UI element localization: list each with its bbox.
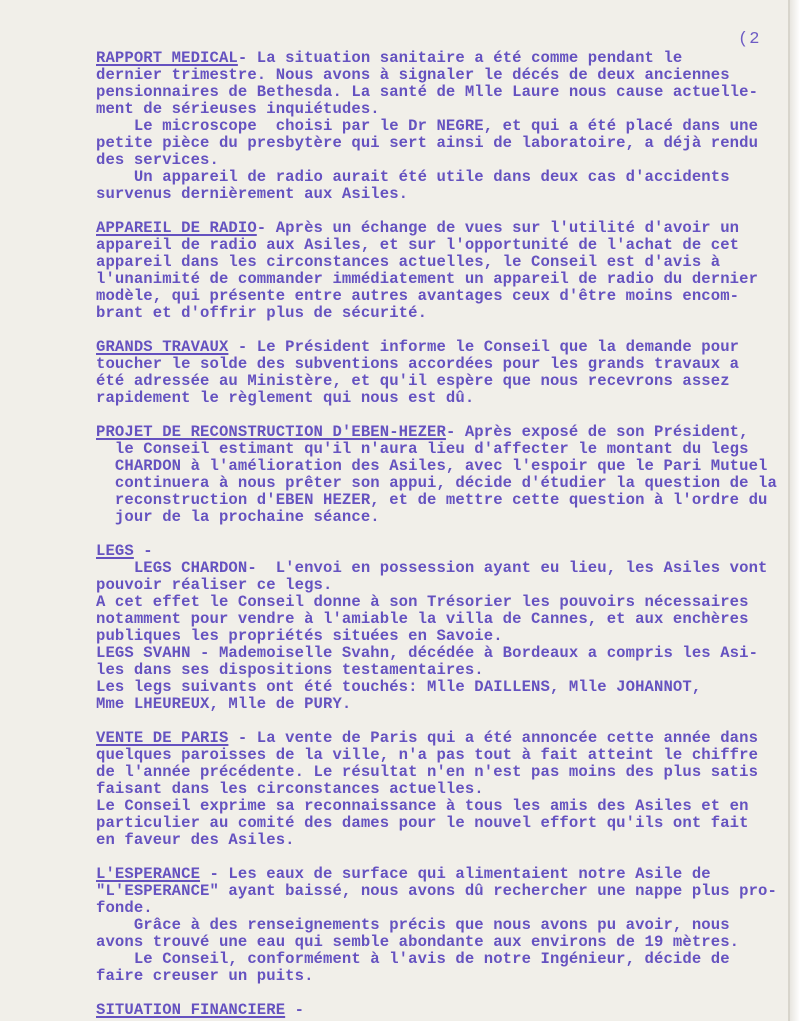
text-line: LEGS CHARDON- L'envoi en possession ayant eu lieu, les Asiles vont — [96, 559, 768, 577]
text-line: toucher le solde des subventions accordées pour les grands travaux a — [96, 355, 740, 373]
text-line: Les legs suivants ont été touchés: Mlle DAILLENS, Mlle JOHANNOT, — [96, 678, 702, 696]
text-line: LEGS SVAHN - Mademoiselle Svahn, décédée à Bordeaux a compris les Asi- — [96, 644, 759, 662]
section-heading: GRANDS TRAVAUX — [96, 338, 229, 356]
text-line: A cet effet le Conseil donne à son Trésorier les pouvoirs nécessaires — [96, 593, 749, 611]
text-line-rest: - Après exposé de son Président, — [445, 423, 749, 441]
paper-edge — [790, 0, 800, 1021]
section — [96, 339, 786, 407]
section — [96, 220, 786, 322]
section-gap — [96, 985, 786, 1002]
text-line — [96, 1002, 786, 1019]
text-line: le Conseil estimant qu'il n'aura lieu d'affecter le montant du legs — [96, 440, 749, 458]
text-line: modèle, qui présente entre autres avantages ceux d'être moins encom- — [96, 287, 740, 305]
text-line: faisant dans les circonstances actuelles. — [96, 780, 484, 798]
section-gap — [96, 203, 786, 220]
text-line: pensionnaires de Bethesda. La santé de Mlle Laure nous cause actuelle- — [96, 83, 759, 101]
text-line: été adressée au Ministère, et qu'il espère que nous recevrons assez — [96, 372, 730, 390]
section — [96, 50, 786, 203]
text-line-rest: - La vente de Paris qui a été annoncée cette année dans — [228, 729, 759, 747]
section-heading: SITUATION FINANCIERE — [96, 1001, 286, 1019]
text-line: pouvoir réaliser ce legs. — [96, 576, 333, 594]
text-line: Le Conseil exprime sa reconnaissance à tous les amis des Asiles et en — [96, 797, 749, 815]
section — [96, 424, 786, 526]
text-line: les dans ses dispositions testamentaires. — [96, 661, 484, 679]
section-gap — [96, 526, 786, 543]
text-line: rapidement le règlement qui nous est dû. — [96, 389, 475, 407]
section-heading: VENTE DE PARIS — [96, 729, 229, 747]
text-line: Grâce à des renseignements précis que nous avons pu avoir, nous — [96, 916, 730, 934]
text-line: Mme LHEUREUX, Mlle de PURY. — [96, 695, 352, 713]
text-line-rest: - Après un échange de vues sur l'utilité d'avoir un — [256, 219, 740, 237]
page-number: (2 — [738, 30, 761, 49]
section-gap — [96, 322, 786, 339]
section-heading: APPAREIL DE RADIO — [96, 219, 257, 237]
text-line: CHARDON à l'amélioration des Asiles, avec l'espoir que le Pari Mutuel — [96, 457, 768, 475]
text-line: dernier trimestre. Nous avons à signaler le décés de deux anciennes — [96, 66, 730, 84]
text-line: quelques paroisses de la ville, n'a pas tout à fait atteint le chiffre — [96, 746, 759, 764]
text-line: "L'ESPERANCE" ayant baissé, nous avons dû rechercher une nappe plus pro- — [96, 882, 777, 900]
section-gap — [96, 849, 786, 866]
document-body — [96, 50, 786, 1019]
section-gap — [96, 713, 786, 730]
text-line — [96, 220, 786, 237]
text-line: Le microscope choisi par le Dr NEGRE, et qui a été placé dans une — [96, 117, 759, 135]
section-heading: RAPPORT MEDICAL — [96, 49, 238, 67]
text-line-rest: - Les eaux de surface qui alimentaient notre Asile de — [200, 865, 711, 883]
text-line — [96, 866, 786, 883]
text-line: continuera à nous prêter son appui, décide d'étudier la question de la — [96, 474, 777, 492]
text-line: reconstruction d'EBEN HEZER, et de mettre cette question à l'ordre du — [96, 491, 768, 509]
text-line-rest: - La situation sanitaire a été comme pendant le — [237, 49, 683, 67]
section — [96, 730, 786, 849]
text-line — [96, 424, 786, 441]
text-line: des services. — [96, 151, 219, 169]
text-line-rest: - Le Président informe le Conseil que la demande pour — [228, 338, 740, 356]
text-line: brant et d'offrir plus de sécurité. — [96, 304, 428, 322]
text-line: appareil dans les circonstances actuelles, le Conseil est d'avis à — [96, 253, 721, 271]
text-line: particulier au comité des dames pour le nouvel effort qu'ils ont fait — [96, 814, 749, 832]
text-line: petite pièce du presbytère qui sert ainsi de laboratoire, a déjà rendu — [96, 134, 759, 152]
section — [96, 543, 786, 713]
text-line: avons trouvé une eau qui semble abondante aux environs de 19 mètres. — [96, 933, 740, 951]
text-line: l'unanimité de commander immédiatement un appareil de radio du dernier — [96, 270, 759, 288]
section-heading: PROJET DE RECONSTRUCTION D'EBEN-HEZER — [96, 423, 446, 441]
text-line — [96, 50, 786, 67]
text-line: jour de la prochaine séance. — [96, 508, 380, 526]
text-line: publiques les propriétés situées en Savoie. — [96, 627, 503, 645]
text-line — [96, 543, 786, 560]
section — [96, 866, 786, 985]
text-line: notamment pour vendre à l'amiable la villa de Cannes, et aux enchères — [96, 610, 749, 628]
section-heading: LEGS — [96, 542, 134, 560]
section — [96, 1002, 786, 1019]
text-line-rest: - — [133, 542, 153, 560]
text-line: en faveur des Asiles. — [96, 831, 295, 849]
text-line: ment de sérieuses inquiétudes. — [96, 100, 380, 118]
section-heading: L'ESPERANCE — [96, 865, 201, 883]
section-gap — [96, 407, 786, 424]
text-line-rest: - — [285, 1001, 305, 1019]
text-line: Un appareil de radio aurait été utile dans deux cas d'accidents — [96, 168, 730, 186]
text-line: Le Conseil, conformément à l'avis de notre Ingénieur, décide de — [96, 950, 730, 968]
text-line: appareil de radio aux Asiles, et sur l'opportunité de l'achat de cet — [96, 236, 740, 254]
text-line: survenus dernièrement aux Asiles. — [96, 185, 409, 203]
text-line — [96, 339, 786, 356]
text-line: fonde. — [96, 899, 153, 917]
text-line: de l'année précédente. Le résultat n'en n'est pas moins des plus satis — [96, 763, 759, 781]
text-line — [96, 730, 786, 747]
text-line: faire creuser un puits. — [96, 967, 314, 985]
